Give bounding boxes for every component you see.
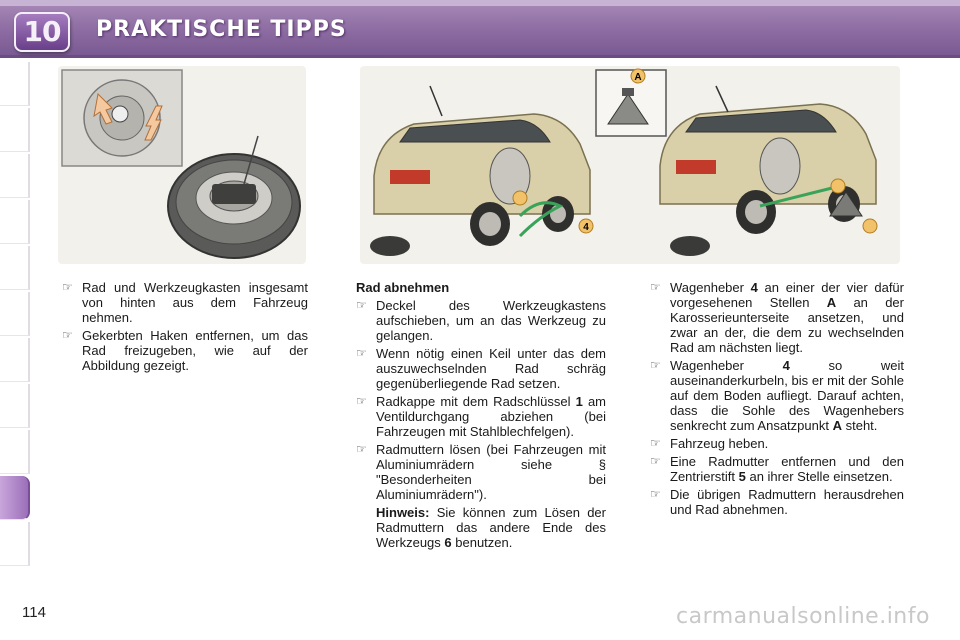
car-lifted-view [660,104,876,256]
chapter-number-badge: 10 [14,12,70,52]
chapter-tab[interactable] [0,200,30,244]
hand-pointer-icon: ☞ [650,454,661,468]
chapter-tab-strip [0,62,34,582]
hand-pointer-icon: ☞ [356,298,367,312]
watermark: carmanualsonline.info [676,604,930,629]
chapter-tab[interactable] [0,430,30,474]
hand-pointer-icon: ☞ [62,328,73,342]
list-item: ☞ Wagenheber 4 an einer der vier dafür vorgesehenen Stellen A an der Karosserieunterseite ansetzen, und zwar an der, die dem zu wechselnden Rad am nächsten liegt. [650,280,904,355]
chapter-tab[interactable] [0,384,30,428]
list-item: ☞ Fahrzeug heben. [650,436,769,451]
chapter-tab[interactable] [0,292,30,336]
section-title: Rad abnehmen [356,280,450,295]
chapter-tab[interactable] [0,154,30,198]
note: Hinweis: Sie können zum Lösen der Radmuttern das andere Ende des Werkzeugs 6 benutzen. [376,505,606,550]
list-item: ☞ Wagenheber 4 so weit auseinanderkurbeln, bis er mit der Sohle auf dem Boden aufliegt. Darauf achten, dass die Sohle des Wagenhebers senkrecht zum Ansatzpunkt A steht. [650,358,904,433]
chapter-header [0,0,960,58]
car-jack-illustration [360,66,900,264]
hand-pointer-icon: ☞ [356,442,367,456]
list-item: ☞ Deckel des Werkzeugkastens aufschieben, um an das Werkzeug zu gelangen. [356,298,606,343]
hand-pointer-icon: ☞ [650,436,661,450]
list-item: ☞ Radkappe mit dem Radschlüssel 1 am Ventildurchgang abziehen (bei Fahrzeugen mit Stahlblechfelgen). [356,394,607,439]
list-item: ☞ Radmuttern lösen (bei Fahrzeugen mit Aluminiumrädern siehe § "Besonderheiten bei Aluminiumrädern"). [356,442,606,502]
list-item: ☞ Die übrigen Radmuttern herausdrehen und Rad abnehmen. [650,487,904,517]
list-item: ☞ Gekerbten Haken entfernen, um das Rad freizugeben, wie auf der Abbildung gezeigt. [62,328,308,373]
instructions-right-column [650,280,904,520]
page-number: 114 [22,604,46,621]
chapter-tab[interactable] [0,522,30,566]
hand-pointer-icon: ☞ [62,280,73,294]
chapter-title: PRAKTISCHE TIPPS [96,17,347,42]
chapter-tab[interactable] [0,246,30,290]
chapter-tab[interactable] [0,62,30,106]
hand-pointer-icon: ☞ [650,487,661,501]
chapter-tab[interactable] [0,108,30,152]
list-item: ☞ Wenn nötig einen Keil unter das dem auszuwechselnden Rad schräg gegenüberliegende Rad setzen. [356,346,606,391]
chapter-tab-active[interactable] [0,476,30,520]
list-item: ☞ Eine Radmutter entfernen und den Zentrierstift 5 an ihrer Stelle einsetzen. [650,454,904,484]
jack-point-label: A [634,72,642,83]
hand-pointer-icon: ☞ [356,394,367,408]
jack-label: 4 [583,222,589,233]
hand-pointer-icon: ☞ [356,346,367,360]
chapter-tab[interactable] [0,338,30,382]
header-strip [0,0,960,6]
list-item: ☞ Rad und Werkzeugkasten insgesamt von hinten aus dem Fahrzeug nehmen. [62,280,308,325]
hand-pointer-icon: ☞ [650,280,661,294]
hand-pointer-icon: ☞ [650,358,661,372]
instructions-left-column [62,280,308,376]
car-rear-view [370,114,590,256]
spare-wheel-illustration [58,66,306,264]
instructions-middle-column [356,280,606,550]
